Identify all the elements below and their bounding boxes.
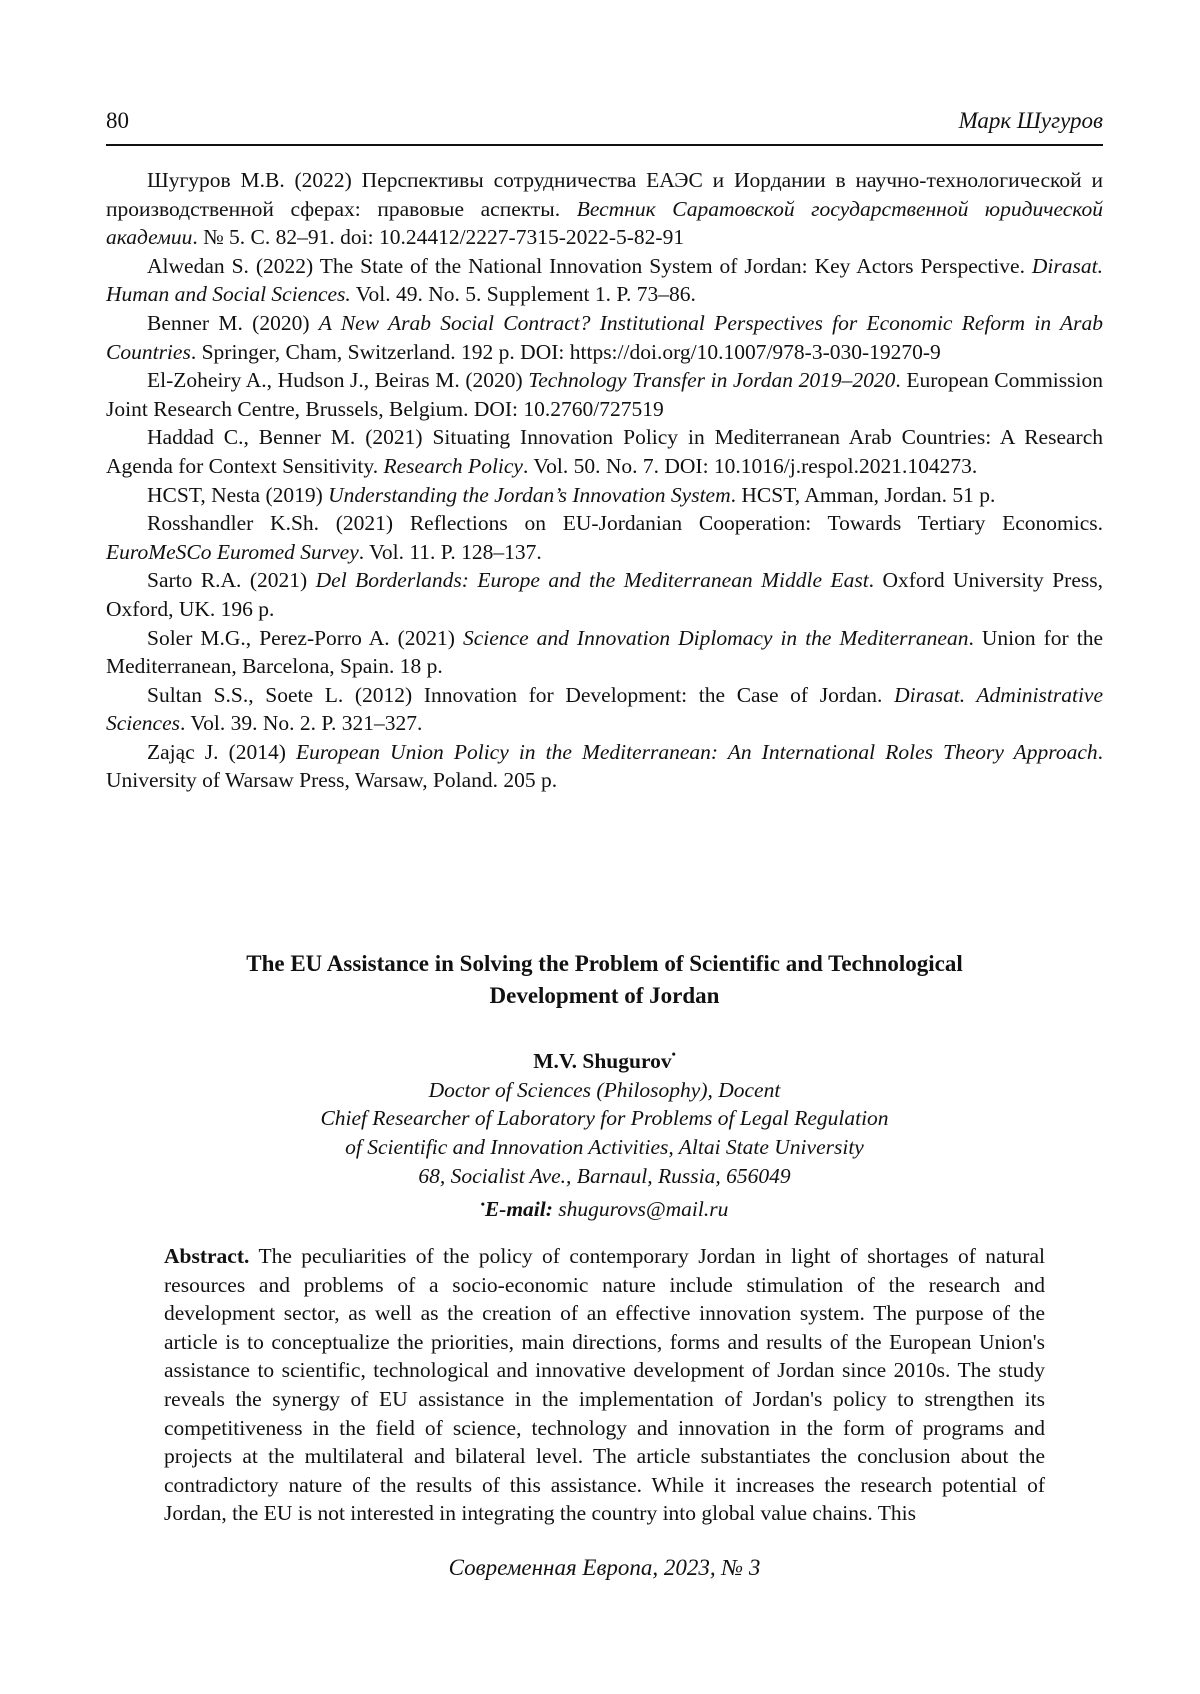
reference-source: Вестник Саратовской государственной юридической академии xyxy=(106,196,1103,250)
reference-text: HCST, Nesta (2019) xyxy=(147,482,329,507)
reference-source: EuroMeSCo Euromed Survey xyxy=(106,539,359,564)
author-address: 68, Socialist Ave., Barnaul, Russia, 656049 xyxy=(418,1163,791,1188)
reference-source: Understanding the Jordan’s Innovation System xyxy=(328,482,731,507)
reference-text: Zając J. (2014) xyxy=(147,739,296,764)
reference-text: Haddad C., Benner M. (2021) Situating Innovation Policy in Mediterranean Arab Countries: A Research Agenda for Context Sensitivity. xyxy=(106,425,1103,478)
reference-entry xyxy=(106,309,1103,366)
reference-entry xyxy=(106,509,1103,566)
reference-source: Science and Innovation Diplomacy in the Mediterranean xyxy=(462,625,969,650)
reference-entry xyxy=(106,738,1103,795)
reference-entry xyxy=(106,566,1103,623)
reference-entry xyxy=(106,166,1103,252)
running-header xyxy=(106,104,1103,146)
reference-source: Research Policy xyxy=(383,453,523,478)
author-block xyxy=(106,1042,1103,1224)
reference-entry xyxy=(106,681,1103,738)
reference-text: . Oxford University Press, Oxford, UK. 196 p. xyxy=(106,568,1103,621)
reference-text: Alwedan S. (2022) The State of the National Innovation System of Jordan: Key Actors Perspective. xyxy=(147,253,1032,278)
journal-footer: Современная Европа, 2023, № 3 xyxy=(448,1555,761,1580)
author-line xyxy=(106,1042,1103,1076)
author-email-link[interactable]: shugurovs@mail.ru xyxy=(558,1197,729,1222)
author-footnote-mark: • xyxy=(671,1047,676,1061)
article-title xyxy=(106,948,1103,1012)
reference-entry xyxy=(106,366,1103,423)
reference-text: Vol. 49. No. 5. Supplement 1. P. 73–86. xyxy=(350,282,696,307)
title-line-2: Development of Jordan xyxy=(489,983,720,1008)
reference-text: . Union for the Mediterranean, Barcelona, Spain. 18 p. xyxy=(106,625,1103,679)
reference-source: Technology Transfer in Jordan 2019–2020 xyxy=(528,368,896,393)
author-email-line xyxy=(106,1190,1103,1224)
reference-text: . № 5. С. 82–91. doi: 10.24412/2227-7315-2022-5-82-91 xyxy=(192,225,685,250)
author-position: Chief Researcher of Laboratory for Problems of Legal Regulation xyxy=(320,1106,889,1131)
abstract-text: The peculiarities of the policy of contemporary Jordan in light of shortages of natural resources and problems of a socio-economic nature include stimulation of the research and development sector, as well as the creation of an effective innovation system. The purpose of the article is to conceptualize the priorities, main directions, forms and results of the European Union's assistance to scientific, technological and innovative development of Jordan since 2010s. The study reveals the synergy of EU assistance in the implementation of Jordan's policy to strengthen its competitiveness in the field of science, technology and innovation in the form of programs and projects at the multilateral and bilateral level. The article substantiates the conclusion about the contradictory nature of the results of this assistance. While it increases the research potential of Jordan, the EU is not interested in integrating the country into global value chains. This xyxy=(164,1244,1045,1526)
journal-page xyxy=(106,0,1103,1694)
abstract xyxy=(164,1242,1045,1528)
reference-text: Sultan S.S., Soete L. (2012) Innovation for Development: the Case of Jordan. xyxy=(147,682,895,707)
reference-text: . Vol. 11. P. 128–137. xyxy=(358,539,542,564)
reference-text: Soler M.G., Perez-Porro A. (2021) xyxy=(147,625,463,650)
reference-text: Rosshandler K.Sh. (2021) Reflections on EU-Jordanian Cooperation: Towards Tertiary Economics. xyxy=(147,511,1103,536)
reference-text: . Vol. 39. No. 2. P. 321–327. xyxy=(180,711,423,736)
page-number: 80 xyxy=(106,108,129,133)
email-label: •E-mail: xyxy=(480,1197,553,1222)
reference-text: . Springer, Cham, Switzerland. 192 p. DOI: https://doi.org/10.1007/978-3-030-19270-9 xyxy=(190,339,941,364)
reference-text: . HCST, Amman, Jordan. 51 p. xyxy=(730,482,996,507)
author-institution: of Scientific and Innovation Activities, Altai State University xyxy=(345,1134,864,1159)
reference-list xyxy=(106,166,1103,795)
reference-text: . University of Warsaw Press, Warsaw, Poland. 205 p. xyxy=(106,739,1103,793)
title-line-1: The EU Assistance in Solving the Problem of Scientific and Technological xyxy=(246,951,963,976)
reference-entry xyxy=(106,252,1103,309)
reference-text: El-Zoheiry A., Hudson J., Beiras M. (2020) xyxy=(147,368,529,393)
reference-source: Del Borderlands: Europe and the Mediterranean Middle East xyxy=(315,568,869,593)
author-degree: Doctor of Sciences (Philosophy), Docent xyxy=(428,1077,781,1102)
reference-source: Dirasat. Administrative Sciences xyxy=(106,682,1104,736)
reference-text: Sarto R.A. (2021) xyxy=(147,568,316,593)
reference-text: Benner M. (2020) xyxy=(147,310,319,335)
reference-source: European Union Policy in the Mediterranean: An International Roles Theory Approach xyxy=(295,739,1098,764)
reference-source: A New Arab Social Contract? Institutional Perspectives for Economic Reform in Arab Countries xyxy=(106,310,1103,364)
reference-text: Шугуров М.В. (2022) Перспективы сотрудничества ЕАЭС и Иордании в научно-технологической и производственной сферах: правовые аспекты. xyxy=(106,168,1103,221)
reference-entry xyxy=(106,481,1103,510)
reference-source: Dirasat. Human and Social Sciences. xyxy=(106,253,1103,307)
reference-entry xyxy=(106,423,1103,480)
reference-text: . Vol. 50. No. 7. DOI: 10.1016/j.respol.2021.104273. xyxy=(522,453,978,478)
abstract-label: Abstract. xyxy=(164,1244,250,1268)
reference-entry xyxy=(106,624,1103,681)
reference-text: . European Commission Joint Research Centre, Brussels, Belgium. DOI: 10.2760/727519 xyxy=(106,368,1103,421)
header-author: Марк Шугуров xyxy=(958,108,1103,133)
author-name: M.V. Shugurov• xyxy=(533,1047,676,1074)
